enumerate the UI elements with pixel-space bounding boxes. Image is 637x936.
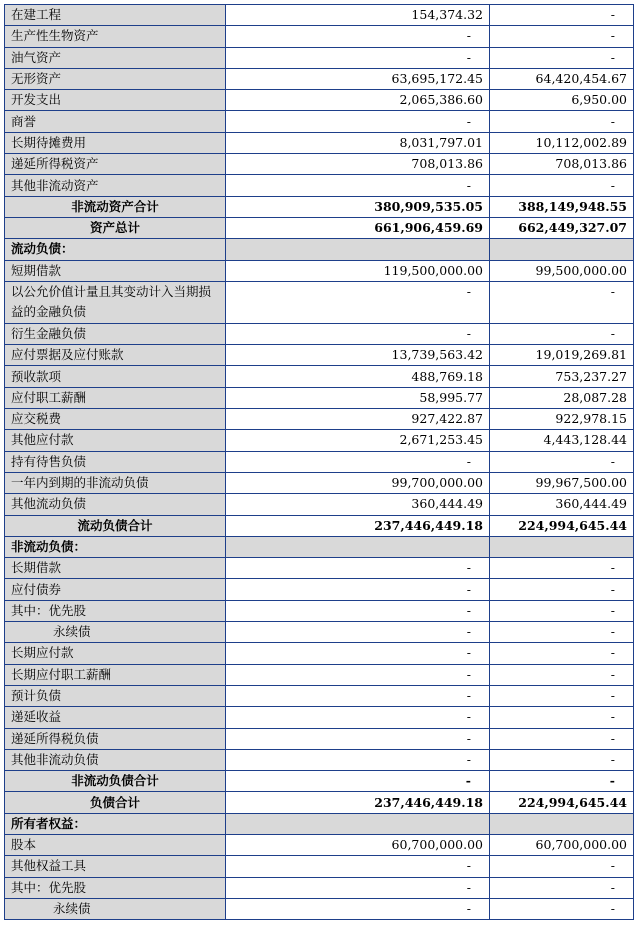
row-label: 股本: [5, 834, 226, 855]
cell-value: -: [465, 773, 471, 789]
cell-value: -: [610, 645, 615, 661]
row-label: 短期借款: [5, 260, 226, 281]
current-period-value: [226, 515, 490, 536]
row-label: 流动负债：: [5, 239, 226, 260]
table-row: [5, 260, 634, 281]
cell-value: -: [610, 666, 615, 682]
cell-value: -: [466, 49, 471, 65]
row-label: 开发支出: [5, 90, 226, 111]
current-period-value: [226, 771, 490, 792]
cell-value: -: [610, 49, 615, 65]
table-row: [5, 47, 634, 68]
row-label: 应付票据及应付账款: [5, 345, 226, 366]
current-period-value: [226, 366, 490, 387]
cell-value: -: [610, 560, 615, 576]
prior-period-value: [490, 600, 634, 621]
cell-value: -: [610, 858, 615, 874]
cell-value: 224,994,645.44: [518, 517, 627, 533]
cell-value: -: [610, 28, 615, 44]
current-period-value: [226, 472, 490, 493]
cell-value: -: [466, 751, 471, 767]
cell-value: -: [610, 688, 615, 704]
current-period-value: [226, 579, 490, 600]
table-row: [5, 494, 634, 515]
table-row: [5, 345, 634, 366]
row-label: 其他应付款: [5, 430, 226, 451]
prior-period-value: [490, 877, 634, 898]
current-period-value: [226, 196, 490, 217]
table-row: [5, 323, 634, 344]
cell-value: 6,950.00: [571, 92, 627, 108]
table-row: [5, 5, 634, 26]
current-period-value: [226, 154, 490, 175]
prior-period-value: [490, 260, 634, 281]
cell-value: -: [610, 879, 615, 895]
current-period-value: [226, 5, 490, 26]
prior-period-value: [490, 132, 634, 153]
row-label: 长期借款: [5, 558, 226, 579]
row-label: 应付职工薪酬: [5, 387, 226, 408]
cell-value: -: [466, 602, 471, 618]
cell-value: -: [610, 283, 615, 299]
cell-value: 8,031,797.01: [399, 134, 483, 150]
table-row: [5, 90, 634, 111]
row-label: 应付债券: [5, 579, 226, 600]
row-label: 长期应付款: [5, 643, 226, 664]
table-row: [5, 685, 634, 706]
prior-period-value: [490, 643, 634, 664]
prior-period-value: [490, 494, 634, 515]
row-label: 商誉: [5, 111, 226, 132]
cell-value: 13,739,563.42: [391, 347, 483, 363]
row-label: 生产性生物资产: [5, 26, 226, 47]
current-period-value: [226, 68, 490, 89]
cell-value: -: [610, 326, 615, 341]
row-label: 其他非流动负债: [5, 749, 226, 770]
cell-value: -: [466, 858, 471, 874]
prior-period-value: [490, 898, 634, 919]
current-period-value: [226, 813, 490, 834]
balance-sheet-body: [5, 5, 634, 920]
prior-period-value: [490, 430, 634, 451]
cell-value: -: [466, 560, 471, 576]
section-header-row: [5, 239, 634, 260]
section-header-row: [5, 536, 634, 557]
table-row: [5, 579, 634, 600]
cell-value: 99,967,500.00: [535, 475, 627, 491]
current-period-value: [226, 877, 490, 898]
table-row: [5, 834, 634, 855]
total-row: [5, 771, 634, 792]
prior-period-value: [490, 515, 634, 536]
cell-value: -: [610, 730, 615, 746]
cell-value: 360,444.49: [555, 496, 627, 512]
table-row: [5, 154, 634, 175]
prior-period-value: [490, 68, 634, 89]
cell-value: 58,995.77: [419, 389, 483, 405]
current-period-value: [226, 47, 490, 68]
current-period-value: [226, 132, 490, 153]
prior-period-value: [490, 175, 634, 196]
cell-value: -: [610, 453, 615, 469]
prior-period-value: [490, 409, 634, 430]
cell-value: 10,112,002.89: [535, 134, 627, 150]
row-label: 衍生金融负债: [5, 323, 226, 344]
row-label: 长期应付职工薪酬: [5, 664, 226, 685]
current-period-value: [226, 494, 490, 515]
row-label: 在建工程: [5, 5, 226, 26]
table-row: [5, 387, 634, 408]
cell-value: 60,700,000.00: [535, 837, 627, 853]
cell-value: -: [466, 581, 471, 597]
cell-value: 224,994,645.44: [518, 794, 627, 810]
table-row: [5, 877, 634, 898]
cell-value: -: [610, 113, 615, 129]
cell-value: 237,446,449.18: [374, 517, 483, 533]
current-period-value: [226, 792, 490, 813]
cell-value: -: [466, 666, 471, 682]
cell-value: 380,909,535.05: [374, 198, 483, 214]
prior-period-value: [490, 664, 634, 685]
cell-value: 63,695,172.45: [391, 71, 483, 87]
total-row: [5, 792, 634, 813]
table-row: [5, 707, 634, 728]
prior-period-value: [490, 5, 634, 26]
row-label: 一年内到期的非流动负债: [5, 472, 226, 493]
cell-value: -: [466, 326, 471, 341]
cell-value: -: [610, 177, 615, 193]
balance-sheet-table: [4, 4, 634, 920]
prior-period-value: [490, 472, 634, 493]
cell-value: 922,978.15: [555, 411, 627, 427]
prior-period-value: [490, 728, 634, 749]
row-label: 永续债: [5, 622, 226, 643]
prior-period-value: [490, 813, 634, 834]
current-period-value: [226, 898, 490, 919]
current-period-value: [226, 111, 490, 132]
cell-value: 4,443,128.44: [543, 432, 627, 448]
current-period-value: [226, 451, 490, 472]
current-period-value: [226, 664, 490, 685]
cell-value: 388,149,948.55: [518, 198, 627, 214]
current-period-value: [226, 558, 490, 579]
row-label: 递延收益: [5, 707, 226, 728]
table-row: [5, 111, 634, 132]
prior-period-value: [490, 856, 634, 877]
current-period-value: [226, 239, 490, 260]
cell-value: 154,374.32: [411, 7, 483, 23]
cell-value: 19,019,269.81: [535, 347, 627, 363]
row-label: 其中：优先股: [5, 600, 226, 621]
cell-value: -: [466, 709, 471, 725]
prior-period-value: [490, 239, 634, 260]
prior-period-value: [490, 558, 634, 579]
cell-value: -: [610, 901, 615, 917]
current-period-value: [226, 600, 490, 621]
row-label: 递延所得税资产: [5, 154, 226, 175]
current-period-value: [226, 536, 490, 557]
current-period-value: [226, 685, 490, 706]
cell-value: 64,420,454.67: [535, 71, 627, 87]
prior-period-value: [490, 111, 634, 132]
prior-period-value: [490, 154, 634, 175]
cell-value: 708,013.86: [555, 156, 627, 172]
cell-value: 488,769.18: [411, 368, 483, 384]
current-period-value: [226, 281, 490, 323]
row-label: 预计负债: [5, 685, 226, 706]
cell-value: 360,444.49: [411, 496, 483, 512]
current-period-value: [226, 26, 490, 47]
cell-value: -: [466, 688, 471, 704]
current-period-value: [226, 323, 490, 344]
current-period-value: [226, 707, 490, 728]
cell-value: -: [610, 624, 615, 640]
prior-period-value: [490, 323, 634, 344]
cell-value: 662,449,327.07: [518, 220, 627, 236]
row-label: 预收款项: [5, 366, 226, 387]
table-row: [5, 451, 634, 472]
row-label: 非流动负债：: [5, 536, 226, 557]
current-period-value: [226, 430, 490, 451]
row-label: 递延所得税负债: [5, 728, 226, 749]
row-label: 非流动资产合计: [5, 196, 226, 217]
cell-value: -: [466, 177, 471, 193]
current-period-value: [226, 345, 490, 366]
table-row: [5, 664, 634, 685]
row-label: 所有者权益：: [5, 813, 226, 834]
row-label: 资产总计: [5, 217, 226, 238]
table-row: [5, 68, 634, 89]
current-period-value: [226, 175, 490, 196]
row-label: 其他流动负债: [5, 494, 226, 515]
current-period-value: [226, 622, 490, 643]
table-row: [5, 898, 634, 919]
current-period-value: [226, 856, 490, 877]
row-label: 无形资产: [5, 68, 226, 89]
cell-value: 927,422.87: [411, 411, 483, 427]
total-row: [5, 515, 634, 536]
prior-period-value: [490, 771, 634, 792]
cell-value: -: [610, 602, 615, 618]
current-period-value: [226, 409, 490, 430]
prior-period-value: [490, 749, 634, 770]
cell-value: -: [466, 730, 471, 746]
cell-value: 708,013.86: [411, 156, 483, 172]
cell-value: 99,500,000.00: [535, 262, 627, 278]
row-label: 油气资产: [5, 47, 226, 68]
section-header-row: [5, 813, 634, 834]
cell-value: 753,237.27: [555, 368, 627, 384]
table-row: [5, 728, 634, 749]
cell-value: -: [466, 453, 471, 469]
prior-period-value: [490, 345, 634, 366]
cell-value: 60,700,000.00: [391, 837, 483, 853]
cell-value: -: [610, 751, 615, 767]
row-label: 永续债: [5, 898, 226, 919]
prior-period-value: [490, 196, 634, 217]
table-row: [5, 558, 634, 579]
row-label: 其中：优先股: [5, 877, 226, 898]
cell-value: 99,700,000.00: [391, 475, 483, 491]
table-row: [5, 366, 634, 387]
total-row: [5, 217, 634, 238]
row-label: 持有待售负债: [5, 451, 226, 472]
prior-period-value: [490, 217, 634, 238]
cell-value: -: [466, 879, 471, 895]
prior-period-value: [490, 707, 634, 728]
current-period-value: [226, 260, 490, 281]
cell-value: 2,065,386.60: [399, 92, 483, 108]
table-row: [5, 622, 634, 643]
row-label: 负债合计: [5, 792, 226, 813]
prior-period-value: [490, 685, 634, 706]
current-period-value: [226, 834, 490, 855]
cell-value: 28,087.28: [563, 389, 627, 405]
cell-value: -: [466, 624, 471, 640]
prior-period-value: [490, 834, 634, 855]
row-label: 长期待摊费用: [5, 132, 226, 153]
row-label: 其他非流动资产: [5, 175, 226, 196]
prior-period-value: [490, 622, 634, 643]
row-label: 以公允价值计量且其变动计入当期损益的金融负债: [5, 281, 226, 323]
cell-value: -: [466, 645, 471, 661]
table-row: [5, 281, 634, 323]
prior-period-value: [490, 90, 634, 111]
table-row: [5, 856, 634, 877]
prior-period-value: [490, 47, 634, 68]
table-row: [5, 600, 634, 621]
cell-value: -: [610, 581, 615, 597]
current-period-value: [226, 728, 490, 749]
row-label: 非流动负债合计: [5, 771, 226, 792]
current-period-value: [226, 90, 490, 111]
current-period-value: [226, 217, 490, 238]
cell-value: 2,671,253.45: [399, 432, 483, 448]
cell-value: -: [466, 283, 471, 299]
current-period-value: [226, 749, 490, 770]
cell-value: 661,906,459.69: [374, 220, 483, 236]
current-period-value: [226, 643, 490, 664]
prior-period-value: [490, 26, 634, 47]
current-period-value: [226, 387, 490, 408]
total-row: [5, 196, 634, 217]
row-label: 流动负债合计: [5, 515, 226, 536]
cell-value: -: [609, 773, 615, 789]
cell-value: 237,446,449.18: [374, 794, 483, 810]
prior-period-value: [490, 281, 634, 323]
table-row: [5, 26, 634, 47]
prior-period-value: [490, 536, 634, 557]
cell-value: -: [466, 28, 471, 44]
cell-value: -: [610, 7, 615, 23]
cell-value: -: [466, 901, 471, 917]
table-row: [5, 132, 634, 153]
cell-value: -: [610, 709, 615, 725]
table-row: [5, 472, 634, 493]
table-row: [5, 175, 634, 196]
prior-period-value: [490, 451, 634, 472]
table-row: [5, 749, 634, 770]
cell-value: -: [466, 113, 471, 129]
prior-period-value: [490, 792, 634, 813]
table-row: [5, 643, 634, 664]
row-label: 其他权益工具: [5, 856, 226, 877]
row-label: 应交税费: [5, 409, 226, 430]
prior-period-value: [490, 366, 634, 387]
table-row: [5, 430, 634, 451]
prior-period-value: [490, 387, 634, 408]
prior-period-value: [490, 579, 634, 600]
table-row: [5, 409, 634, 430]
cell-value: 119,500,000.00: [383, 262, 483, 278]
